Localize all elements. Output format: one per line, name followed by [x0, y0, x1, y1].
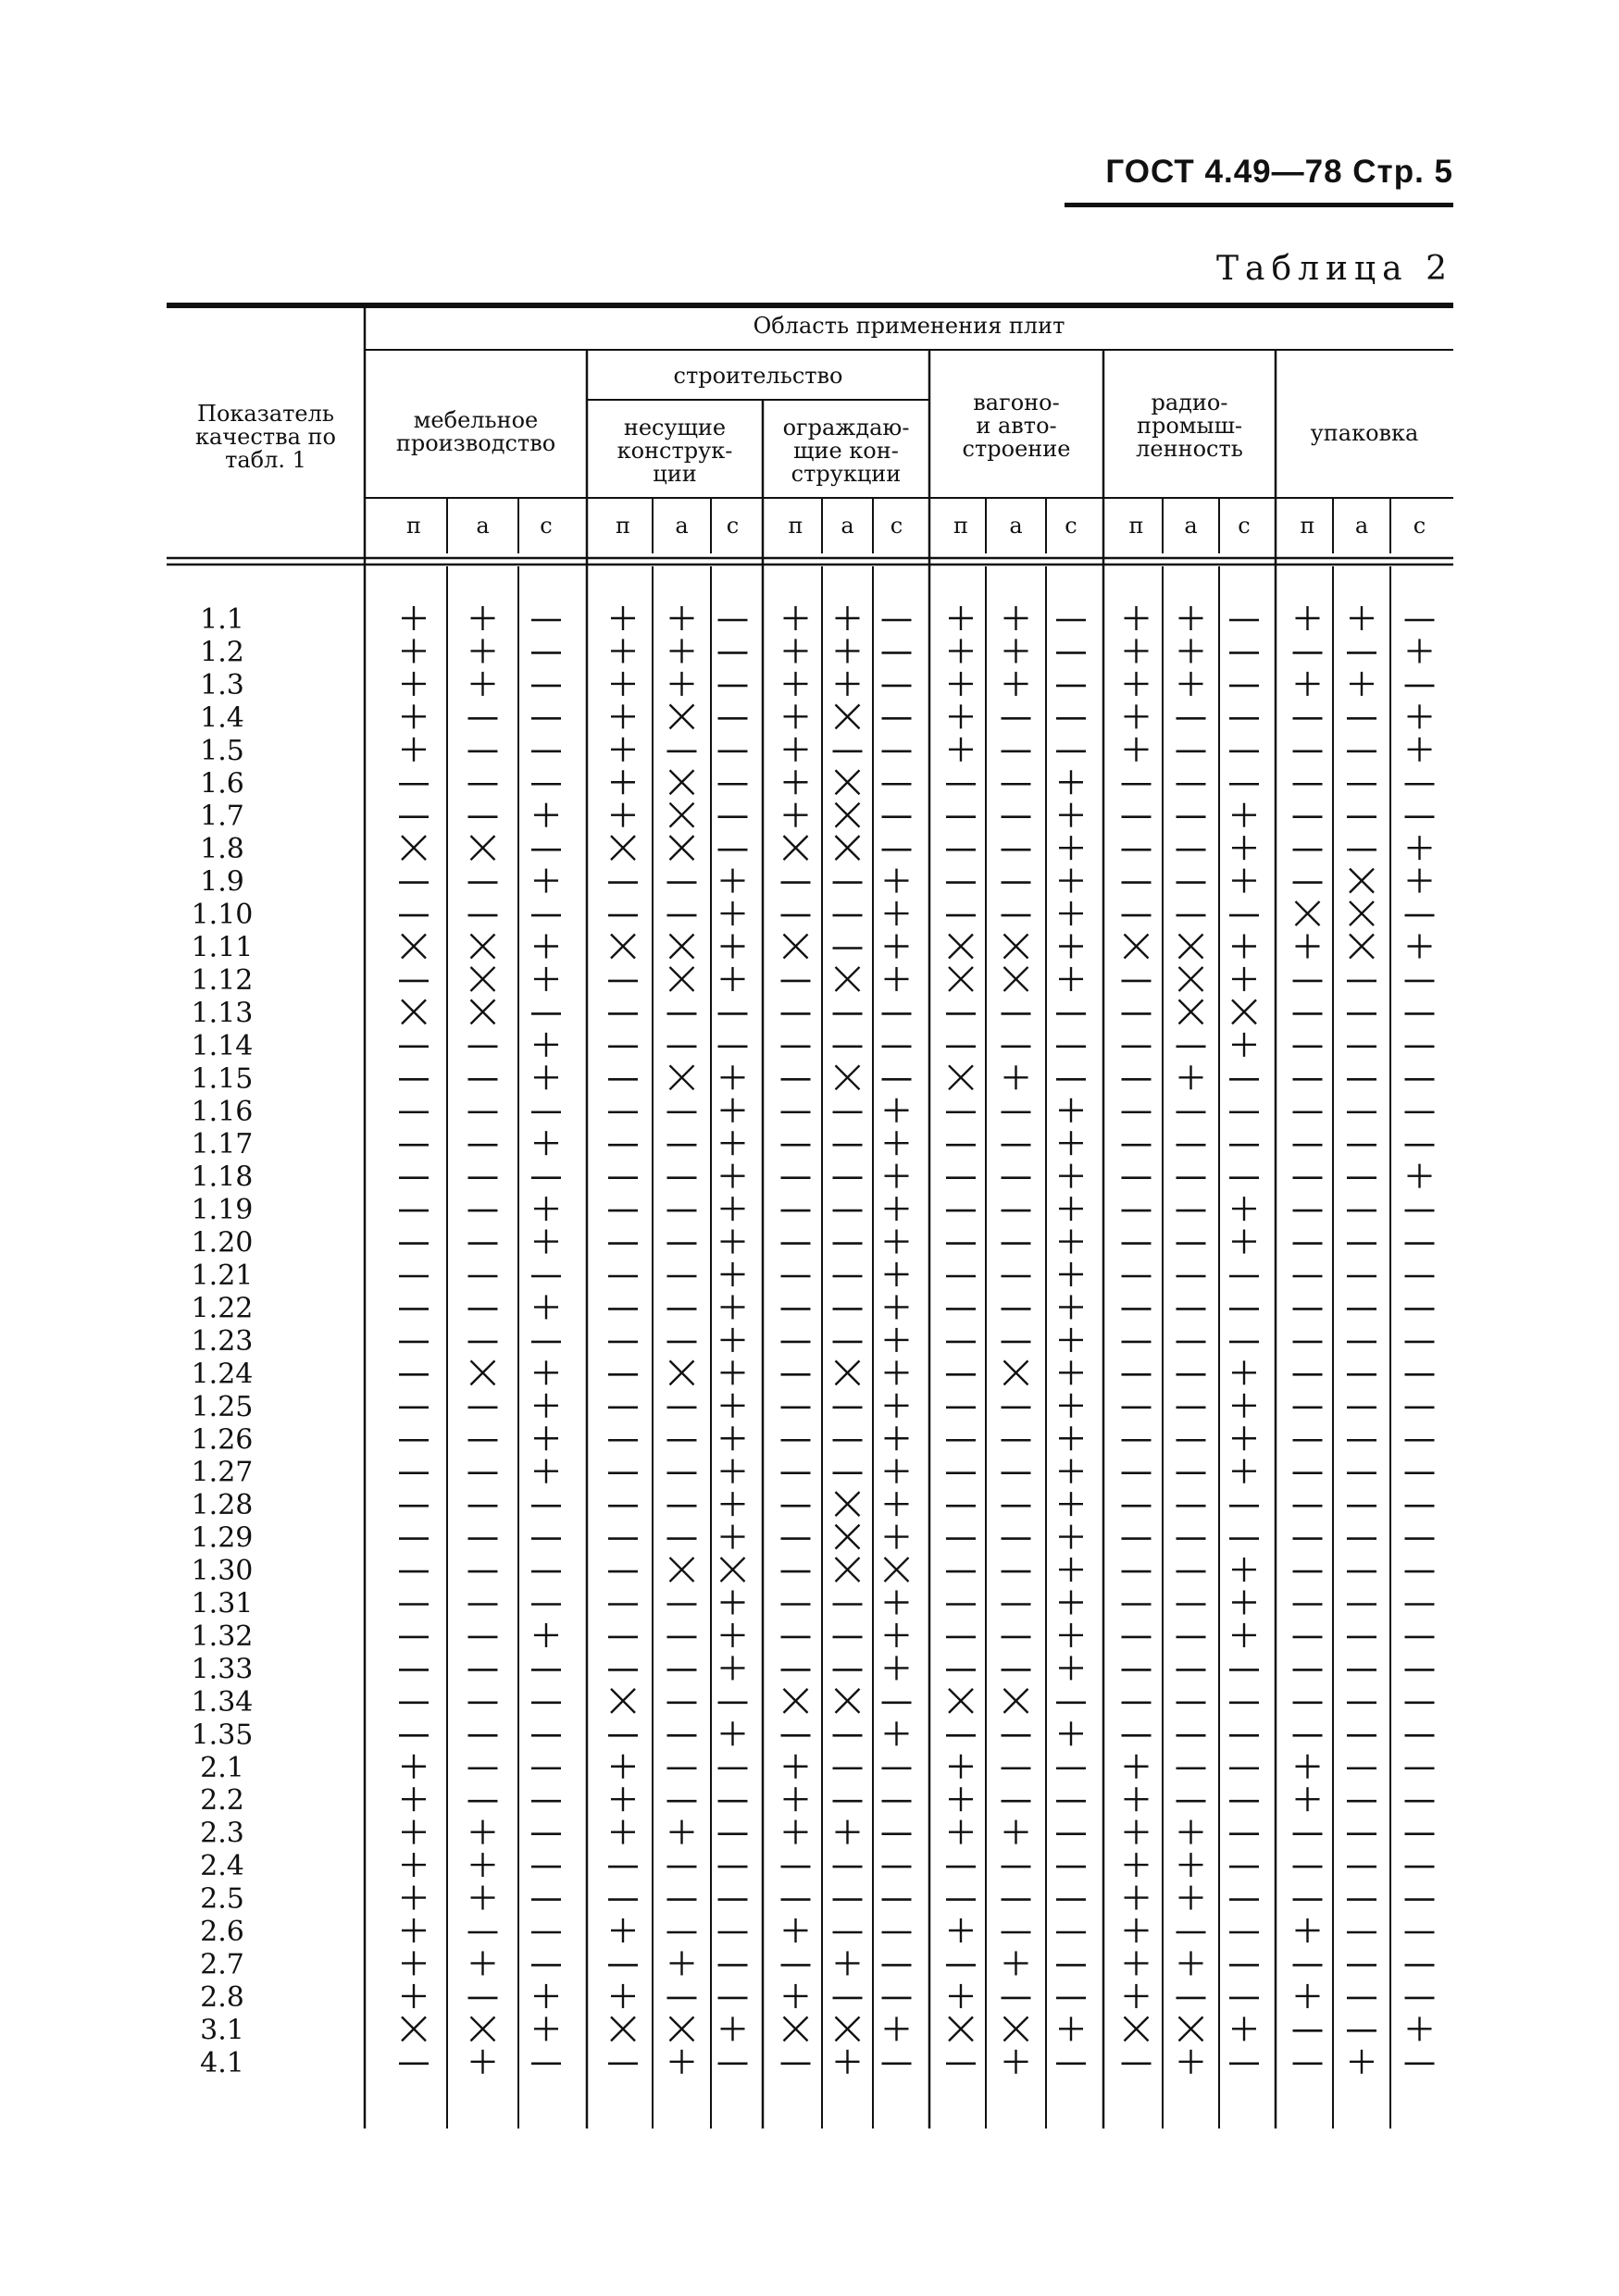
row-label: 1.14 — [191, 1029, 254, 1062]
row-label: 1.1 — [200, 603, 244, 636]
construction-header: строительство — [673, 363, 843, 389]
subcolumn-label: с — [540, 513, 553, 539]
row-label: 2.5 — [200, 1882, 244, 1916]
subcolumn-label: с — [1413, 513, 1426, 539]
row-label: 1.11 — [191, 931, 254, 964]
group-header-line: конструк- — [616, 438, 733, 464]
row-label: 2.2 — [200, 1784, 244, 1818]
row-label: 1.24 — [191, 1358, 254, 1391]
group-header-line: ограждаю- — [782, 415, 910, 441]
row-label: 1.2 — [200, 636, 244, 669]
row-label: 1.13 — [191, 997, 254, 1030]
area-header: Область применения плит — [753, 313, 1065, 339]
row-label: 1.16 — [191, 1095, 254, 1128]
row-label: 1.31 — [191, 1587, 254, 1620]
group-header-line: и авто- — [976, 413, 1057, 439]
subcolumn-label: а — [1009, 513, 1023, 539]
group-header-line: щие кон- — [793, 438, 899, 464]
row-label: 3.1 — [200, 2014, 244, 2047]
group-header-line: мебельное — [413, 407, 539, 433]
row-label: 1.27 — [191, 1456, 254, 1489]
row-label: 1.26 — [191, 1423, 254, 1457]
row-label: 1.12 — [191, 963, 254, 997]
row-label: 1.35 — [191, 1719, 254, 1752]
subcolumn-label: с — [1238, 513, 1251, 539]
row-label: 1.33 — [191, 1653, 254, 1686]
stub-header-line: табл. 1 — [225, 447, 306, 473]
subcolumn-label: а — [476, 513, 490, 539]
row-label: 1.18 — [191, 1160, 254, 1194]
row-label: 1.32 — [191, 1620, 254, 1653]
group-header-line: струкции — [791, 461, 902, 487]
group-header-line: промыш- — [1137, 413, 1242, 439]
row-label: 1.4 — [200, 701, 244, 735]
row-label: 1.17 — [191, 1128, 254, 1161]
subcolumn-label: а — [841, 513, 854, 539]
row-label: 1.15 — [191, 1062, 254, 1096]
row-label: 2.1 — [200, 1751, 244, 1784]
subcolumn-label: с — [726, 513, 740, 539]
group-header-line: ции — [653, 461, 697, 487]
group-header-line: строение — [962, 436, 1071, 462]
row-label: 1.10 — [191, 899, 254, 932]
subcolumn-label: п — [953, 513, 968, 539]
row-label: 2.7 — [200, 1948, 244, 1981]
table-caption: Таблица 2 — [1216, 250, 1453, 288]
group-header-line: упаковка — [1310, 420, 1419, 446]
row-label: 1.25 — [191, 1390, 254, 1423]
row-label: 1.8 — [200, 833, 244, 866]
row-label: 2.4 — [200, 1850, 244, 1883]
row-label: 1.28 — [191, 1489, 254, 1522]
subcolumn-label: а — [1354, 513, 1369, 539]
subcolumn-label: а — [1184, 513, 1198, 539]
group-header-line: ленность — [1136, 436, 1243, 462]
document-reference: ГОСТ 4.49—78 Стр. 5 — [1105, 154, 1453, 190]
subcolumn-label: с — [890, 513, 903, 539]
row-label: 1.19 — [191, 1194, 254, 1227]
row-label: 1.21 — [191, 1260, 254, 1292]
row-label: 2.3 — [200, 1817, 244, 1850]
row-label: 1.22 — [191, 1292, 254, 1325]
row-label: 1.34 — [191, 1685, 254, 1719]
row-label: 1.9 — [200, 865, 244, 899]
subcolumn-label: п — [788, 513, 803, 539]
row-label: 1.6 — [200, 767, 244, 800]
group-header-line: радио- — [1151, 390, 1228, 416]
row-label: 1.29 — [191, 1521, 254, 1555]
row-label: 2.8 — [200, 1980, 244, 2014]
row-label: 1.20 — [191, 1226, 254, 1260]
row-label: 1.30 — [191, 1555, 254, 1588]
subcolumn-label: п — [616, 513, 630, 539]
group-header-line: производство — [395, 430, 556, 456]
subcolumn-label: с — [1065, 513, 1077, 539]
subcolumn-label: п — [1128, 513, 1144, 539]
row-label: 1.5 — [200, 734, 244, 767]
row-label: 1.3 — [200, 668, 244, 701]
row-label: 1.23 — [191, 1324, 254, 1358]
row-label: 1.7 — [200, 800, 244, 833]
group-header-line: несущие — [623, 415, 727, 441]
subcolumn-label: п — [1300, 513, 1315, 539]
group-header-line: вагоно- — [973, 390, 1060, 416]
stub-header-line: Показатель — [197, 401, 334, 427]
row-label: 2.6 — [200, 1916, 244, 1948]
subcolumn-label: а — [675, 513, 689, 539]
stub-header-line: качества по — [195, 424, 336, 450]
row-label: 4.1 — [200, 2046, 244, 2079]
subcolumn-label: п — [406, 513, 421, 539]
